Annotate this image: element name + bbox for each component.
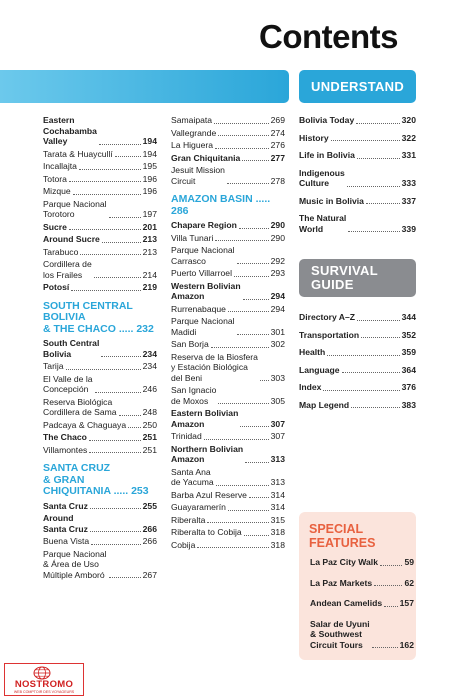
toc-entry[interactable]	[43, 115, 157, 147]
section-page-number: 232	[136, 322, 154, 335]
dot-leader	[73, 194, 141, 195]
toc-entry-page: 250	[142, 419, 157, 430]
dot-leader	[237, 334, 269, 335]
toc-entry[interactable]	[299, 400, 416, 411]
toc-entry-page: 219	[142, 282, 157, 292]
toc-entry-page: 318	[270, 539, 285, 550]
toc-entry-page: 246	[142, 384, 157, 394]
dot-leader	[357, 158, 400, 159]
toc-entry[interactable]	[171, 490, 285, 501]
toc-entry-page: 214	[142, 269, 157, 280]
toc-entry-page: 266	[142, 523, 157, 534]
toc-entry-title: La Higuera	[171, 140, 214, 150]
understand-header	[299, 70, 416, 103]
dot-leader	[197, 547, 268, 548]
dot-leader	[218, 135, 268, 136]
dot-leader	[348, 231, 399, 232]
toc-entry-title: Gran Chiquitania	[171, 152, 241, 163]
dot-leader	[215, 148, 269, 149]
toc-entry[interactable]	[43, 186, 157, 197]
toc-entry-title: Tarata & Huaycullí	[43, 148, 113, 159]
toc-entry-page: 196	[142, 186, 157, 196]
toc-entry-title: San Ignacio de Moxos	[171, 385, 217, 406]
toc-entry-title: Parque Nacional Carrasco	[171, 245, 235, 266]
toc-entry-page: 290	[270, 220, 285, 230]
toc-entry[interactable]	[171, 444, 285, 465]
toc-entry[interactable]	[171, 268, 285, 279]
page-title: Contents	[259, 18, 398, 55]
toc-entry-title: Buena Vista	[43, 536, 90, 546]
toc-entry-title: Reserva de la Biosfera y Estación Biológica del Beni	[171, 351, 258, 383]
dot-leader	[361, 337, 399, 338]
dot-leader	[228, 510, 269, 511]
logo-name: NOSTROMO	[14, 679, 74, 690]
toc-entry-title: Andean Camelids	[310, 598, 383, 608]
section-heading: AMAZON BASIN ..... 286	[171, 193, 271, 217]
toc-entry-page: 333	[401, 178, 416, 188]
toc-entry-page: 294	[270, 291, 285, 301]
toc-entry[interactable]	[171, 540, 285, 551]
toc-entry[interactable]	[171, 385, 285, 406]
dot-leader	[95, 392, 141, 393]
dot-leader	[90, 508, 141, 509]
dot-leader	[214, 123, 269, 124]
toc-entry-title: Riberalta	[171, 514, 206, 525]
toc-entry-page: 339	[401, 223, 416, 234]
toc-entry[interactable]	[43, 247, 157, 258]
toc-entry-page: 331	[401, 150, 416, 160]
toc-entry[interactable]	[299, 213, 416, 234]
special-features-list	[310, 557, 414, 660]
toc-entry[interactable]	[43, 234, 157, 245]
special-features-heading: SPECIAL FEATURES	[309, 522, 376, 550]
toc-entry-page: 194	[142, 148, 157, 159]
dot-leader	[80, 254, 140, 255]
toc-entry-title: Northern Bolivian Amazon	[171, 443, 244, 464]
toc-entry-title: Transportation	[299, 329, 360, 340]
dot-leader	[79, 169, 141, 170]
toc-entry-title: Totora	[43, 173, 67, 184]
toc-entry[interactable]	[43, 338, 157, 359]
toc-entry-page: 277	[270, 152, 285, 163]
toc-entry-title: Tarabuco	[43, 246, 79, 257]
survival-guide-list	[299, 312, 416, 417]
toc-entry-page: 337	[401, 195, 416, 206]
toc-entry-title: Puerto Villarroel	[171, 268, 232, 278]
toc-entry-page: 194	[142, 136, 157, 146]
toc-entry[interactable]	[43, 420, 157, 431]
toc-entry-page: 313	[270, 454, 285, 464]
dot-leader	[91, 544, 140, 545]
toc-entry[interactable]	[43, 374, 157, 395]
dot-leader	[260, 380, 269, 381]
toc-entry[interactable]	[43, 432, 157, 443]
toc-entry[interactable]	[171, 527, 285, 538]
toc-column-2	[171, 115, 285, 552]
dot-leader	[347, 186, 400, 187]
toc-entry-title: Mizque	[43, 186, 71, 196]
toc-entry[interactable]	[310, 619, 414, 651]
dot-leader	[331, 140, 400, 141]
toc-entry[interactable]	[43, 282, 157, 293]
dot-leader	[342, 372, 400, 373]
dot-leader	[357, 320, 400, 321]
dot-leader	[109, 217, 141, 218]
toc-entry-title: Barba Azul Reserve	[171, 489, 247, 500]
toc-entry[interactable]	[43, 501, 157, 512]
dot-leader	[239, 228, 269, 229]
toc-entry-page: 293	[270, 268, 285, 278]
toc-entry-title: Eastern Cochabamba Valley	[43, 115, 97, 146]
toc-entry-title: El Valle de la Concepción	[43, 373, 93, 394]
toc-entry-title: Parque Nacional & Área de Uso Múltiple Amboró	[43, 548, 107, 580]
toc-entry[interactable]	[43, 199, 157, 220]
dot-leader	[211, 347, 269, 348]
toc-entry-page: 301	[270, 326, 285, 337]
toc-entry[interactable]	[171, 431, 285, 442]
toc-entry-title: La Paz City Walk	[310, 557, 378, 567]
toc-entry-title: Guayaramerín	[171, 502, 226, 512]
dot-leader	[327, 355, 399, 356]
toc-entry-title: Santa Ana de Yacuma	[171, 466, 214, 487]
toc-entry-page: 269	[270, 115, 285, 125]
toc-entry[interactable]	[310, 578, 414, 589]
toc-entry-page: 314	[270, 489, 285, 500]
toc-entry-page: 196	[142, 173, 157, 184]
toc-entry[interactable]	[171, 165, 285, 186]
dot-leader	[102, 242, 141, 243]
toc-entry-title: Salar de Uyuni & Southwest Circuit Tours	[310, 618, 370, 650]
toc-entry-title: Music in Bolivia	[299, 195, 364, 206]
toc-entry-title: Eastern Bolivian Amazon	[171, 408, 239, 429]
toc-entry[interactable]	[299, 382, 416, 393]
toc-entry-title: Villa Tunari	[171, 232, 214, 243]
dot-leader	[380, 565, 402, 566]
toc-entry[interactable]	[43, 161, 157, 172]
toc-entry-title: Samaipata	[171, 115, 213, 125]
dot-leader	[128, 427, 141, 428]
toc-entry-title: Parque Nacional Torotoro	[43, 198, 107, 219]
toc-entry-title: Reserva Biológica Cordillera de Sama	[43, 396, 117, 417]
toc-entry[interactable]	[171, 467, 285, 488]
toc-entry[interactable]	[299, 330, 416, 341]
toc-entry[interactable]	[171, 153, 285, 164]
toc-entry[interactable]	[299, 150, 416, 161]
dot-leader	[66, 369, 141, 370]
section-heading: SANTA CRUZ & GRAN CHIQUITANIA ..... 253	[43, 462, 149, 497]
toc-entry-page: 376	[401, 382, 416, 392]
toc-entry-page: 290	[270, 232, 285, 243]
toc-entry-title: San Borja	[171, 339, 209, 349]
toc-entry-page: 294	[270, 303, 285, 314]
dot-leader	[228, 311, 269, 312]
dot-leader	[90, 531, 141, 532]
toc-entry[interactable]	[171, 233, 285, 244]
toc-entry[interactable]	[171, 128, 285, 139]
section-heading-text: SANTA CRUZ & GRAN CHIQUITANIA	[43, 462, 111, 497]
dot-leader	[89, 452, 140, 453]
toc-entry-title: Health	[299, 347, 326, 357]
toc-entry-title: Western Bolivian Amazon	[171, 280, 241, 301]
dot-leader	[351, 407, 400, 408]
dot-leader	[69, 181, 141, 182]
toc-entry[interactable]	[171, 339, 285, 350]
logo-tagline: WEB COMPTOIR DES VOYAGEURS	[13, 690, 75, 694]
section-page-number: 253	[131, 485, 149, 497]
dot-leader	[89, 440, 141, 441]
toc-entry-page: 266	[142, 536, 157, 546]
toc-entry-title: Santa Cruz	[43, 500, 88, 511]
toc-entry[interactable]	[299, 347, 416, 358]
understand-list	[299, 115, 416, 241]
toc-entry[interactable]	[171, 502, 285, 513]
toc-entry-title: Directory A–Z	[299, 312, 356, 322]
toc-entry[interactable]	[299, 133, 416, 144]
toc-entry-title: Index	[299, 382, 322, 392]
toc-entry-title: Jesuit Mission Circuit	[171, 165, 225, 186]
toc-entry-title: Around Santa Cruz	[43, 513, 88, 534]
toc-entry-title: Life in Bolivia	[299, 150, 355, 160]
toc-entry-title: Bolivia Today	[299, 115, 355, 125]
toc-entry[interactable]	[171, 515, 285, 526]
toc-entry[interactable]	[43, 174, 157, 185]
toc-entry-title: Parque Nacional Madidi	[171, 316, 235, 337]
toc-entry[interactable]	[299, 312, 416, 323]
toc-entry-title: History	[299, 132, 329, 143]
dot-leader	[71, 290, 140, 291]
toc-entry-title: Around Sucre	[43, 234, 100, 244]
dot-leader	[119, 415, 141, 416]
toc-entry-title: Vallegrande	[171, 127, 217, 138]
toc-entry-title: Villamontes	[43, 444, 88, 455]
toc-entry-page: 352	[401, 329, 416, 340]
toc-entry-page: 322	[401, 132, 416, 143]
dot-leader	[245, 462, 269, 463]
dot-leader	[227, 183, 269, 184]
toc-entry-title: Chapare Region	[171, 220, 237, 230]
dot-leader	[109, 577, 141, 578]
toc-entry[interactable]	[299, 115, 416, 126]
dot-leader	[207, 522, 268, 523]
toc-entry-title: Map Legend	[299, 399, 350, 410]
survival-header-line-1: SURVIVAL	[311, 263, 378, 278]
toc-entry-title: Indigenous Culture	[299, 167, 345, 188]
toc-entry-title: Incallajta	[43, 161, 77, 171]
toc-entry-title: Trinidad	[171, 431, 202, 441]
toc-entry-page: 383	[401, 399, 416, 410]
toc-entry-page: 157	[399, 598, 414, 608]
toc-entry[interactable]	[171, 281, 285, 302]
toc-entry-page: 248	[142, 407, 157, 417]
toc-entry[interactable]	[43, 549, 157, 581]
dot-leader	[99, 144, 141, 145]
survival-header-line-2: GUIDE	[311, 277, 354, 292]
section-page-number: 286	[171, 204, 189, 217]
toc-entry-page: 276	[270, 140, 285, 150]
dot-leader	[215, 240, 268, 241]
globe-icon	[32, 666, 52, 680]
toc-entry-page: 315	[270, 514, 285, 525]
dot-leader	[244, 535, 269, 536]
toc-entry-page: 251	[142, 432, 157, 442]
toc-entry-page: 162	[399, 639, 414, 650]
toc-entry-page: 267	[142, 569, 157, 580]
toc-entry[interactable]	[171, 140, 285, 151]
toc-entry-title: The Chaco	[43, 432, 87, 442]
understand-header-label: UNDERSTAND	[311, 79, 405, 94]
section-heading-text: AMAZON BASIN	[171, 193, 253, 205]
toc-entry-page: 314	[270, 502, 285, 512]
toc-entry-title: Cordillera de los Frailes	[43, 259, 92, 280]
toc-entry-page: 303	[270, 372, 285, 383]
toc-entry-title: Language	[299, 364, 340, 375]
toc-entry-page: 234	[142, 348, 157, 359]
toc-entry-page: 318	[270, 527, 285, 537]
toc-entry-page: 344	[401, 312, 416, 322]
toc-entry-page: 278	[270, 175, 285, 186]
toc-entry-page: 320	[401, 115, 416, 125]
dot-leader	[101, 356, 140, 357]
toc-entry-title: Potosí	[43, 282, 70, 292]
toc-entry-title: The Natural World	[299, 213, 347, 234]
dot-leader	[218, 403, 268, 404]
dot-leader	[372, 647, 398, 648]
toc-entry-title: Tarija	[43, 361, 64, 371]
toc-entry[interactable]	[171, 408, 285, 429]
dot-leader	[356, 123, 399, 124]
toc-entry-page: 62	[404, 577, 414, 588]
toc-entry-title: Riberalta to Cobija	[171, 527, 242, 537]
section-heading: SOUTH CENTRAL BOLIVIA & THE CHACO ..... 232	[43, 299, 154, 335]
toc-entry-page: 274	[270, 127, 285, 138]
toc-entry[interactable]	[171, 352, 285, 384]
toc-entry-page: 255	[142, 500, 157, 511]
header-band	[0, 70, 289, 103]
dot-leader	[216, 485, 269, 486]
toc-entry[interactable]	[299, 196, 416, 207]
toc-entry-title: Rurrenabaque	[171, 303, 226, 314]
toc-entry-page: 251	[142, 444, 157, 455]
dot-leader	[115, 156, 141, 157]
survival-guide-header	[299, 259, 416, 297]
dot-leader	[94, 277, 141, 278]
toc-entry-page: 195	[142, 161, 157, 171]
toc-entry-page: 59	[404, 557, 414, 567]
toc-entry[interactable]	[310, 557, 414, 568]
toc-entry-title: Cobija	[171, 539, 196, 550]
toc-entry-page: 213	[142, 234, 157, 244]
toc-entry[interactable]	[171, 115, 285, 126]
toc-entry-page: 359	[401, 347, 416, 357]
toc-column-1	[43, 115, 157, 582]
section-heading-text: SOUTH CENTRAL BOLIVIA & THE CHACO	[43, 299, 133, 335]
toc-entry[interactable]	[310, 598, 414, 609]
dot-leader	[384, 606, 398, 607]
toc-entry-title: Padcaya & Chaguaya	[43, 419, 127, 430]
dot-leader	[237, 263, 269, 264]
toc-entry-page: 305	[270, 395, 285, 406]
dot-leader	[204, 439, 269, 440]
toc-entry[interactable]	[43, 361, 157, 372]
dot-leader	[323, 390, 399, 391]
toc-entry[interactable]	[43, 149, 157, 160]
toc-entry[interactable]	[171, 220, 285, 231]
dot-leader	[243, 299, 269, 300]
toc-entry-title: La Paz Markets	[310, 577, 373, 588]
toc-entry[interactable]	[43, 222, 157, 233]
toc-entry[interactable]	[171, 304, 285, 315]
toc-entry[interactable]	[43, 536, 157, 547]
toc-entry-page: 307	[270, 431, 285, 441]
toc-entry[interactable]	[43, 259, 157, 280]
dot-leader	[249, 497, 269, 498]
toc-entry[interactable]	[171, 245, 285, 266]
toc-entry[interactable]	[299, 365, 416, 376]
toc-entry[interactable]	[43, 397, 157, 418]
toc-entry-page: 197	[142, 209, 157, 219]
toc-entry-title: South Central Bolivia	[43, 338, 100, 359]
toc-entry-page: 234	[142, 361, 157, 371]
toc-entry-page: 292	[270, 255, 285, 266]
toc-entry-page: 364	[401, 364, 416, 375]
nostromo-logo	[4, 663, 84, 696]
toc-entry-title: Sucre	[43, 221, 67, 232]
toc-entry[interactable]	[171, 316, 285, 337]
dot-leader	[234, 276, 269, 277]
toc-entry[interactable]	[43, 445, 157, 456]
dot-leader	[242, 160, 268, 161]
dot-leader	[366, 203, 400, 204]
toc-entry-page: 201	[142, 221, 157, 232]
toc-entry-page: 213	[142, 246, 157, 257]
dot-leader	[69, 229, 141, 230]
toc-entry[interactable]	[43, 513, 157, 534]
dot-leader	[374, 585, 402, 586]
toc-entry-page: 302	[270, 339, 285, 349]
dot-leader	[240, 426, 268, 427]
toc-entry-page: 313	[270, 477, 285, 487]
toc-entry[interactable]	[299, 168, 416, 189]
toc-entry-page: 307	[270, 418, 285, 429]
